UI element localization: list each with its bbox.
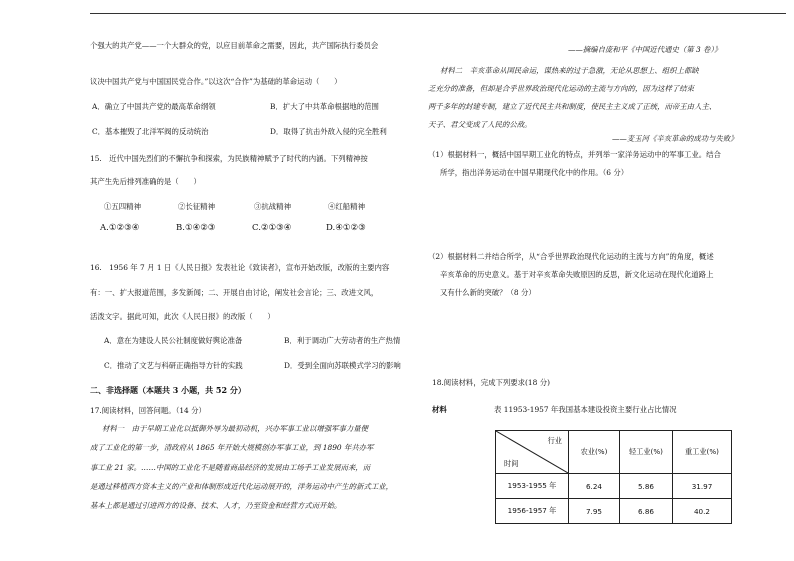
q16-option-a: A．意在为建设人民公社制度做好舆论准备	[104, 336, 243, 345]
corner-top-label: 行业	[547, 436, 562, 445]
section-2-heading: 二、非选择题（本题共 3 小题，共 52 分）	[90, 385, 246, 395]
q18-material-label: 材料	[432, 405, 447, 414]
material-1-source: ——摘编自庞和平《中国近代通史（第 3 卷）》	[568, 45, 722, 54]
q15-item-2: ②长征精神	[178, 202, 215, 211]
q18-title: 18.阅读材料，完成下列要求(18 分)	[432, 378, 550, 387]
q17-material-1-line-5: 基本上都是通过引进西方的设备、技术、人才，乃至资金和经营方式而开始。	[90, 501, 342, 510]
q16-line-2: 有：一、扩大报道范围，多发新闻；二、开展自由讨论，阐发社会言论；三、改进文风，	[90, 288, 379, 297]
q17-material-1-line-1: 材料一 由于早期工业化以抵御外辱为最初动机，兴办军事工业以增强军事力量便	[102, 424, 369, 433]
q17-title: 17.阅读材料，回答问题。（14 分）	[90, 406, 206, 415]
q16-line-1: 16. 1956 年 7 月 1 日《人民日报》发表社论《致读者》，宣布开始改版，改版的主要内容	[90, 263, 390, 272]
row-value: 40.2	[673, 499, 732, 524]
q14-option-a: A．确立了中国共产党的最高革命纲领	[92, 102, 216, 111]
q15-option-d: D.④①②③	[326, 223, 366, 233]
q17-sub2-line-2: 辛亥革命的历史意义。基于对辛亥革命失败原因的反思，新文化运动在现代化道路上	[440, 270, 714, 279]
row-period: 1956-1957 年	[496, 499, 569, 524]
table-row	[496, 499, 732, 524]
material-2-source: ——麦玉河《辛亥革命的成功与失败》	[612, 134, 738, 143]
q17-material-1-line-2: 成了工业化的第一步，清政府从 1865 年开始大规模创办军事工业，到 1890 年共办军	[90, 443, 374, 452]
q16-line-3: 活泼文字。据此可知，此次《人民日报》的改版（ ）	[90, 312, 275, 321]
table-corner-cell	[496, 431, 569, 474]
investment-table	[495, 430, 732, 524]
table-row	[496, 474, 732, 499]
row-value: 31.97	[673, 474, 732, 499]
q17-sub2-line-3: 又有什么新的突破？（8 分）	[440, 288, 536, 297]
material-2-line-1: 材料二 辛亥革命从国民命运，谋热来的过于急激，无论从思想上、组织上都缺	[440, 66, 699, 75]
q14-option-c: C．基本摧毁了北洋军阀的反动统治	[92, 127, 209, 136]
header-heavy-industry: 重工业(%)	[673, 431, 732, 474]
corner-bottom-label: 时间	[504, 459, 519, 468]
q15-line-2: 其产生先后排列准确的是（ ）	[90, 177, 201, 186]
q17-material-1-line-4: 是通过移植西方资本主义的产业和体制形成近代化运动展开的，洋务运动中产生的新式工业，	[90, 482, 394, 491]
material-2-line-3: 两千多年的封建专制，建立了近代民主共和制度，使民主主义成了正统，而帝王由人主、	[428, 102, 717, 111]
row-period: 1953-1955 年	[496, 474, 569, 499]
q14-line-2: 议决中国共产党与中国国民党合作。”以这次“合作”为基础的革命运动（ ）	[90, 77, 342, 86]
q15-item-3: ③抗战精神	[254, 202, 291, 211]
q14-option-b: B．扩大了中共革命根据地的范围	[270, 102, 379, 111]
row-value: 7.95	[569, 499, 620, 524]
row-value: 6.86	[620, 499, 673, 524]
material-2-line-2: 乏充分的准备，但却是合乎世界政治现代化运动的主流与方向的，因为这样了结束	[428, 84, 695, 93]
q15-item-4: ④红船精神	[328, 202, 365, 211]
material-2-line-4: 天子、君父变成了人民的公敌。	[428, 120, 532, 129]
q17-sub2-line-1: （2）根据材料二并结合所学，从“合乎世界政治现代化运动的主流与方向”的角度，概述	[428, 252, 714, 261]
q16-option-b: B．利于调动广大劳动者的生产热情	[284, 336, 401, 345]
q15-option-a: A.①②③④	[100, 223, 140, 233]
q16-option-d: D．受到全面向苏联模式学习的影响	[284, 361, 401, 370]
q16-option-c: C．推动了文艺与科研正确指导方针的实践	[104, 361, 243, 370]
q15-line-1: 15. 近代中国先烈们的不懈抗争和探索，为民族精神赋予了时代的内涵。下列精神按	[90, 154, 368, 163]
table-caption: 表 11953-1957 年我国基本建设投资主要行业占比情况	[494, 405, 677, 414]
header-agriculture: 农业(%)	[569, 431, 620, 474]
q15-option-c: C.②①③④	[252, 223, 292, 233]
table-header-row	[496, 431, 732, 474]
header-light-industry: 轻工业(%)	[620, 431, 673, 474]
q17-sub1-line-1: （1）根据材料一，概括中国早期工业化的特点，并列举一家洋务运动中的军事工业。结合	[428, 150, 721, 159]
row-value: 6.24	[569, 474, 620, 499]
q17-material-1-line-3: 事工业 21 家。……中国的工业化不是随着商品经济的发展由工场手工业发展而来，而	[90, 463, 371, 472]
row-value: 5.86	[620, 474, 673, 499]
top-rule	[90, 13, 786, 14]
q14-option-d: D．取得了抗击外敌入侵的完全胜利	[270, 127, 387, 136]
q14-line-1: 个强大的共产党——一个大群众的党，以应目前革命之需要，因此，共产国际执行委员会	[90, 41, 379, 50]
q15-item-1: ①五四精神	[104, 202, 141, 211]
q15-option-b: B.①④②③	[176, 223, 216, 233]
q17-sub1-line-2: 所学，指出洋务运动在中国早期现代化中的作用。（6 分）	[440, 168, 629, 177]
